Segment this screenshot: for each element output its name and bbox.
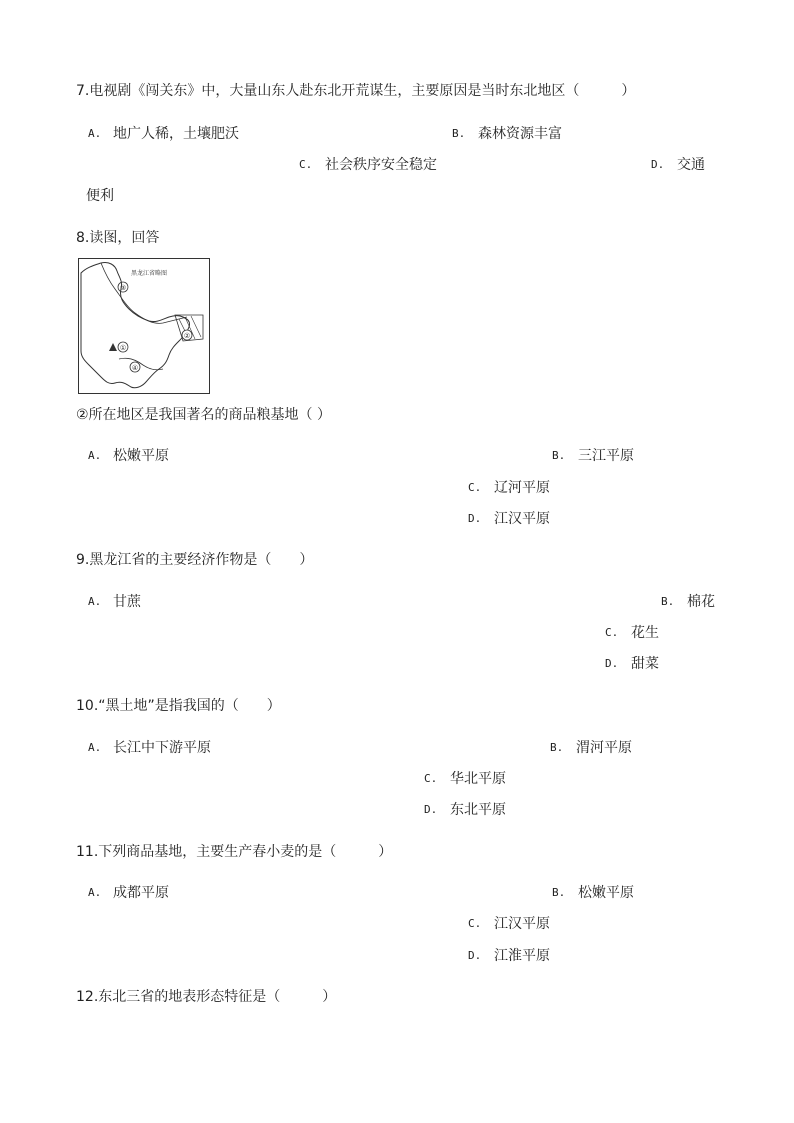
mountain-symbol <box>109 343 117 351</box>
q10-option-c-text: 华北平原 <box>450 771 506 787</box>
q7-option-b-letter: B. <box>452 127 466 140</box>
q7-option-b-text: 森林资源丰富 <box>478 126 562 142</box>
svg-text:④: ④ <box>131 364 139 372</box>
q7-option-d-letter: D. <box>651 158 665 171</box>
q9-option-b-text: 棉花 <box>687 594 715 610</box>
q8-option-c-text: 辽河平原 <box>494 480 550 496</box>
q7-option-a-text: 地广人稀，土壤肥沃 <box>113 126 239 142</box>
question-12-stem: 12.东北三省的地表形态特征是（ ） <box>76 989 337 1005</box>
q9-option-c-letter: C. <box>605 626 619 639</box>
q8-option-b-letter: B. <box>552 449 566 462</box>
marker-2 <box>182 330 192 340</box>
question-8-sub-stem: ②所在地区是我国著名的商品粮基地（ ） <box>76 407 331 423</box>
q11-option-a-text: 成都平原 <box>113 885 169 901</box>
svg-text:①: ① <box>119 344 127 352</box>
q7-option-c-letter: C. <box>299 158 313 171</box>
q8-option-d-text: 江汉平原 <box>494 511 550 527</box>
svg-text:②: ② <box>183 332 191 340</box>
question-9-stem: 9.黑龙江省的主要经济作物是（ ） <box>76 552 314 568</box>
q9-option-b-letter: B. <box>661 595 675 608</box>
q10-option-a-letter: A. <box>88 741 102 754</box>
marker-4 <box>130 362 140 372</box>
marker-1 <box>118 342 128 352</box>
q8-option-a-letter: A. <box>88 449 102 462</box>
q9-option-a-letter: A. <box>88 595 102 608</box>
map-title: 黑龙江省略图 <box>130 270 168 277</box>
q8-option-a-text: 松嫩平原 <box>113 448 169 464</box>
q11-option-c-text: 江汉平原 <box>494 916 550 932</box>
q9-option-a-text: 甘蔗 <box>113 594 141 610</box>
svg-text:③: ③ <box>119 284 127 292</box>
q10-option-b-text: 渭河平原 <box>576 740 632 756</box>
q7-option-d-text: 交通 <box>677 157 705 173</box>
q11-option-d-letter: D. <box>468 949 482 962</box>
question-11-stem: 11.下列商品基地，主要生产春小麦的是（ ） <box>76 844 393 860</box>
q7-option-a-letter: A. <box>88 127 102 140</box>
q11-option-b-text: 松嫩平原 <box>578 885 634 901</box>
question-10-stem: 10.“黑土地”是指我国的（ ） <box>76 698 281 714</box>
q11-option-b-letter: B. <box>552 886 566 899</box>
q9-option-c-text: 花生 <box>631 625 659 641</box>
q7-option-d-wrap: 便利 <box>86 188 114 204</box>
q9-option-d-text: 甜菜 <box>631 656 659 672</box>
q10-option-c-letter: C. <box>424 772 438 785</box>
q10-option-d-text: 东北平原 <box>450 802 506 818</box>
map-drawing <box>79 259 209 393</box>
q8-option-b-text: 三江平原 <box>578 448 634 464</box>
q10-option-d-letter: D. <box>424 803 438 816</box>
south-boundary <box>119 358 163 370</box>
question-7-stem: 7.电视剧《闯关东》中，大量山东人赴东北开荒谋生，主要原因是当时东北地区（ ） <box>76 83 636 99</box>
heilongjiang-map <box>78 258 210 394</box>
q8-option-d-letter: D. <box>468 512 482 525</box>
q11-option-d-text: 江淮平原 <box>494 948 550 964</box>
q9-option-d-letter: D. <box>605 657 619 670</box>
marker-3 <box>118 282 128 292</box>
q7-option-c-text: 社会秩序安全稳定 <box>325 157 437 173</box>
q11-option-a-letter: A. <box>88 886 102 899</box>
q10-option-b-letter: B. <box>550 741 564 754</box>
q10-option-a-text: 长江中下游平原 <box>113 740 211 756</box>
q11-option-c-letter: C. <box>468 917 482 930</box>
q8-option-c-letter: C. <box>468 481 482 494</box>
question-8-stem: 8.读图，回答 <box>76 230 160 246</box>
